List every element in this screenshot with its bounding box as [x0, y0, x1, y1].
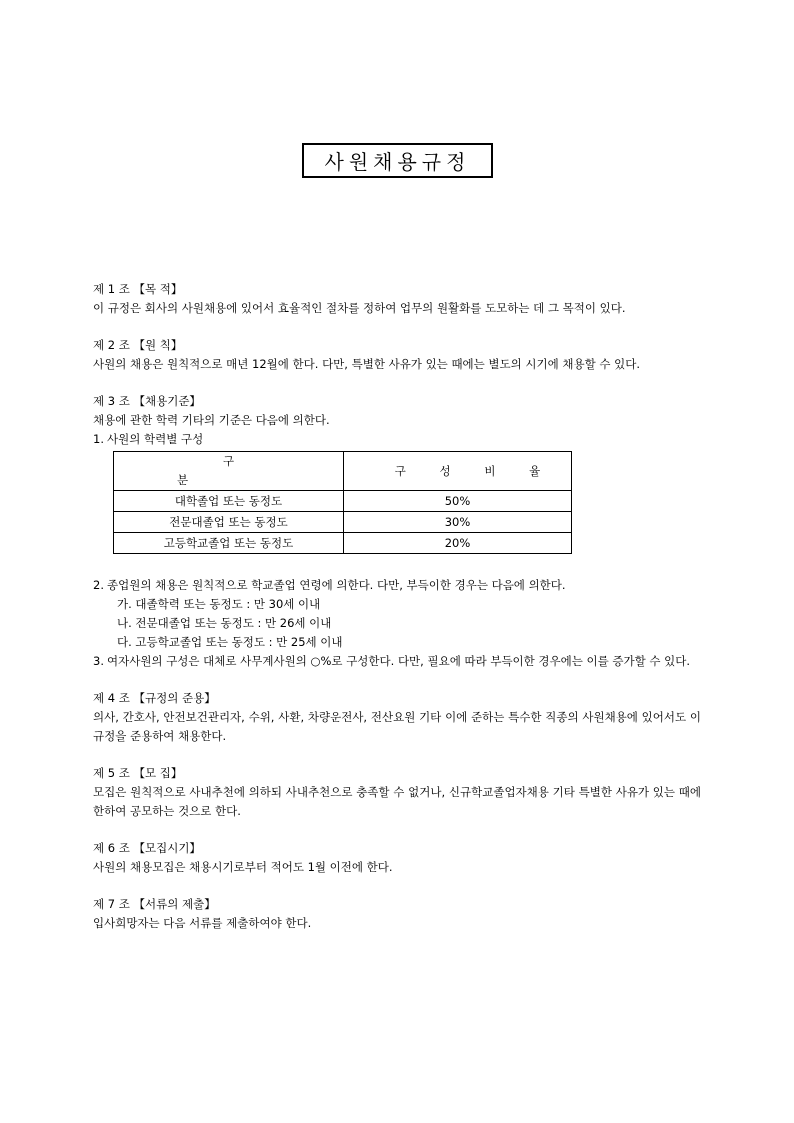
- article-5: [93, 764, 701, 821]
- sub-list-item: 가. 대졸학력 또는 동정도 : 만 30세 이내: [117, 597, 321, 611]
- table-cell: 20%: [344, 533, 572, 554]
- article-heading: 제 3 조 【채용기준】: [93, 394, 201, 408]
- list-number: 3.: [93, 654, 104, 668]
- list-item: [93, 652, 701, 671]
- table-row: [114, 512, 572, 533]
- list-item: [93, 576, 701, 595]
- list-text: 여자사원의 구성은 대체로 사무계사원의 ○%로 구성한다. 다만, 필요에 따라 부득이한 경우에는 이를 증가할 수 있다.: [107, 654, 691, 668]
- document-title: 사원채용규정: [302, 143, 493, 178]
- table-row: [114, 491, 572, 512]
- sub-list-item: 다. 고등학교졸업 또는 동정도 : 만 25세 이내: [117, 635, 343, 649]
- article-text: 사원의 채용모집은 채용시기로부터 적어도 1월 이전에 한다.: [93, 860, 393, 874]
- article-6: [93, 839, 701, 877]
- article-heading: 제 2 조 【원 칙】: [93, 338, 183, 352]
- article-7: [93, 895, 701, 933]
- article-2: [93, 336, 701, 374]
- article-text: 모집은 원칙적으로 사내추천에 의하되 사내추천으로 충족할 수 없거나, 신규학교졸업자채용 기타 특별한 사유가 있는 때에 한하여 공모하는 것으로 한다.: [93, 785, 701, 818]
- table-cell: 고등학교졸업 또는 동정도: [114, 533, 344, 554]
- list-text: 종업원의 채용은 원칙적으로 학교졸업 연령에 의한다. 다만, 부득이한 경우는 다음에 의한다.: [107, 578, 566, 592]
- list-text: 사원의 학력별 구성: [107, 432, 204, 446]
- article-text: 사원의 채용은 원칙적으로 매년 12월에 한다. 다만, 특별한 사유가 있는 때에는 별도의 시기에 채용할 수 있다.: [93, 357, 641, 371]
- article-heading: 제 7 조 【서류의 제출】: [93, 897, 216, 911]
- article-4: [93, 689, 701, 746]
- article-text: 이 규정은 회사의 사원채용에 있어서 효율적인 절차를 정하여 업무의 원활화를 도모하는 데 그 목적이 있다.: [93, 301, 626, 315]
- table-header-cell: 구 성 비 율: [344, 452, 572, 491]
- table-cell: 대학졸업 또는 동정도: [114, 491, 344, 512]
- article-heading: 제 5 조 【모 집】: [93, 766, 183, 780]
- table-header-cell: 구분: [114, 452, 344, 491]
- document-body: [93, 280, 701, 951]
- table-cell: 30%: [344, 512, 572, 533]
- table-header-row: [114, 452, 572, 491]
- article-text: 채용에 관한 학력 기타의 기준은 다음에 의한다.: [93, 413, 330, 427]
- table-cell: 50%: [344, 491, 572, 512]
- article-1: [93, 280, 701, 318]
- list-number: 1.: [93, 432, 104, 446]
- article-3: [93, 392, 701, 671]
- sub-list-item: 나. 전문대졸업 또는 동정도 : 만 26세 이내: [117, 616, 332, 630]
- list-number: 2.: [93, 578, 104, 592]
- article-heading: 제 1 조 【목 적】: [93, 282, 183, 296]
- article-heading: 제 4 조 【규정의 준용】: [93, 691, 216, 705]
- article-text: 의사, 간호사, 안전보건관리자, 수위, 사환, 차량운전사, 전산요원 기타 이에 준하는 특수한 직종의 사원채용에 있어서도 이 규정을 준용하여 채용한다.: [93, 710, 701, 743]
- list-item: [93, 430, 701, 449]
- table-cell: 전문대졸업 또는 동정도: [114, 512, 344, 533]
- education-ratio-table: [113, 451, 572, 554]
- article-heading: 제 6 조 【모집시기】: [93, 841, 201, 855]
- table-row: [114, 533, 572, 554]
- article-text: 입사희망자는 다음 서류를 제출하여야 한다.: [93, 916, 312, 930]
